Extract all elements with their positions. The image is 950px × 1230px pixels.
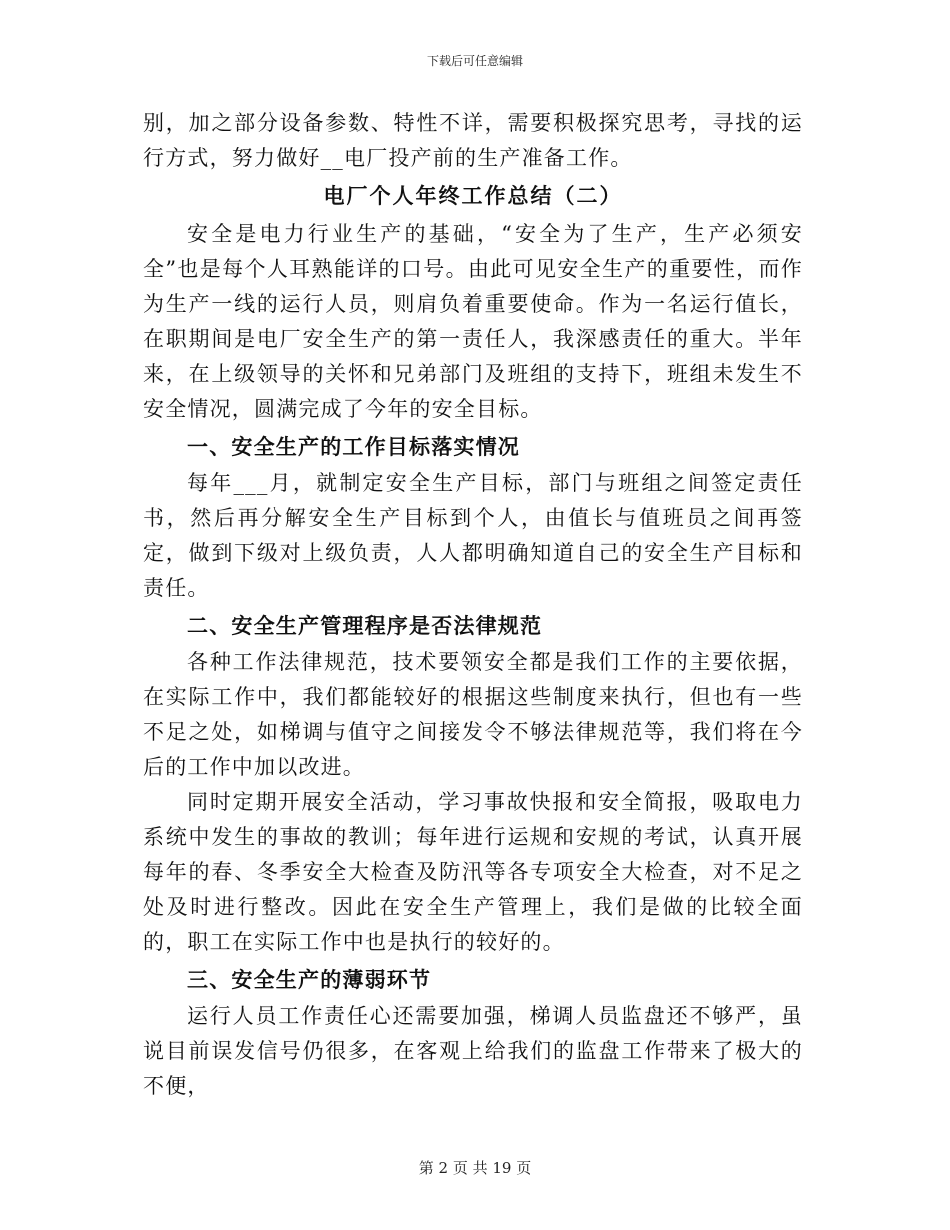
section-heading-1: 一、安全生产的工作目标落实情况 (187, 434, 520, 459)
section-2-paragraph-1: 各种工作法律规范，技术要领安全都是我们工作的主要依据，在实际工作中，我们都能较好的根据这些制度来执行，但也有一些不足之处，如梯调与值守之间接发令不够法律规范等，我们将在今后的工作中加以改进。 (143, 650, 803, 779)
section-1-paragraph: 每年___月，就制定安全生产目标，部门与班组之间签定责任书，然后再分解安全生产目标到个人，由值长与值班员之间再签定，做到下级对上级负责，人人都明确知道自己的安全生产目标和责任。 (143, 471, 803, 600)
continuation-paragraph: 别，加之部分设备参数、特性不详，需要积极探究思考，寻找的运行方式，努力做好__电厂投产前的生产准备工作。 (143, 111, 803, 170)
section-heading-2: 二、安全生产管理程序是否法律规范 (187, 613, 543, 638)
section-3-paragraph: 运行人员工作责任心还需要加强，梯调人员监盘还不够严，虽说目前误发信号仍很多，在客观上给我们的监盘工作带来了极大的不便， (143, 1004, 803, 1098)
document-body (143, 106, 803, 1104)
section-2-paragraph-2: 同时定期开展安全活动，学习事故快报和安全简报，吸取电力系统中发生的事故的教训；每年进行运规和安规的考试，认真开展每年的春、冬季安全大检查及防汛等各专项安全大检查，对不足之处及时进行整改。因此在安全生产管理上，我们是做的比较全面的，职工在实际工作中也是执行的较好的。 (143, 790, 803, 954)
document-title: 电厂个人年终工作总结（二） (323, 183, 623, 208)
intro-paragraph: 安全是电力行业生产的基础，“安全为了生产，生产必须安全”也是每个人耳熟能详的口号。由此可见安全生产的重要性，而作为生产一线的运行人员，则肩负着重要使命。作为一名运行值长，在职期间是电厂安全生产的第一责任人，我深感责任的重大。半年来，在上级领导的关怀和兄弟部门及班组的支持下，班组未发生不安全情况，圆满完成了今年的安全目标。 (143, 222, 803, 421)
section-heading-3: 三、安全生产的薄弱环节 (187, 967, 432, 992)
page-number-footer: 第 2 页 共 19 页 (418, 1159, 532, 1177)
page-header-note: 下载后可任意编辑 (426, 54, 523, 68)
